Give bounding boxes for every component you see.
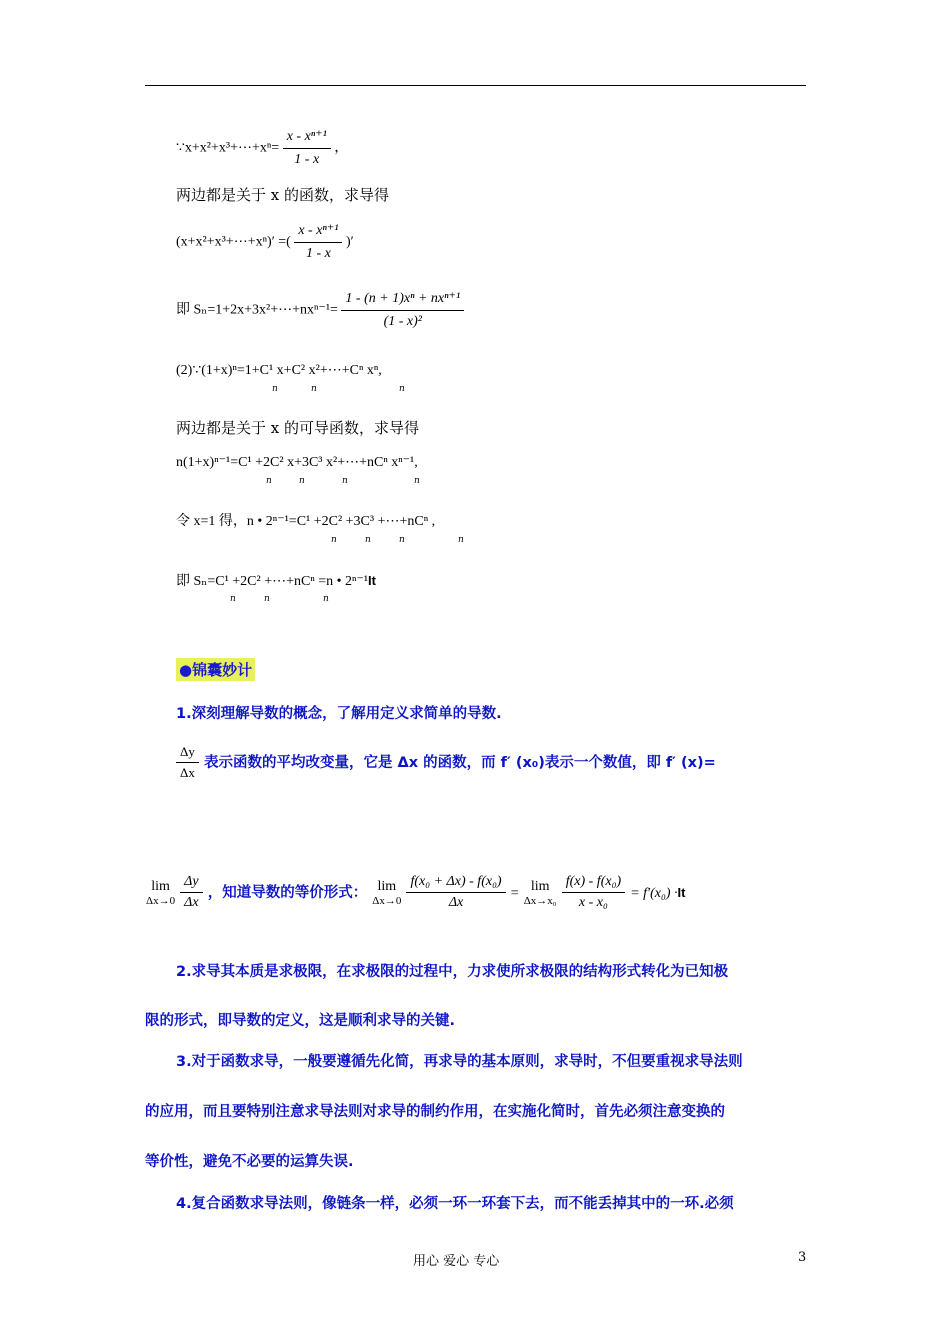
fraction xyxy=(562,874,625,911)
fraction xyxy=(176,744,199,781)
fraction-denominator: Δx xyxy=(448,895,464,910)
formula-line-7: n(1+x)ⁿ⁻¹=C¹ +2C² x+3C³ x²+⋯+nCⁿ xⁿ⁻¹, xyxy=(176,455,418,470)
page-number: 3 xyxy=(798,1250,807,1265)
subscript-n: n xyxy=(365,535,371,545)
fraction-denominator: 1 - x xyxy=(305,246,331,261)
formula-text: )′ xyxy=(345,234,354,250)
tip-paragraph-3-line-2: 的应用，而且要特别注意求导法则对求导的制约作用，在实施化简时，首先必须注意变换的 xyxy=(145,1104,725,1120)
limit-formula-row xyxy=(146,874,685,911)
fraction-numerator: f(x) - f(x₀) xyxy=(562,874,625,893)
subscript-n: n xyxy=(399,384,405,394)
derivative-result: = f′(x₀) · xyxy=(630,886,678,901)
fraction-denominator: Δx xyxy=(180,765,195,780)
subscript-n: n xyxy=(458,535,464,545)
header-rule xyxy=(145,85,806,86)
tip-paragraph-2-line-1: 2.求导其本质是求极限，在求极限的过程中，力求使所求极限的结构形式转化为已知极 xyxy=(176,964,729,980)
fraction-numerator: 1 - (n + 1)xⁿ + nxⁿ⁺¹ xyxy=(341,290,464,311)
subscript-n: n xyxy=(323,594,329,604)
formula-text: ， xyxy=(334,140,349,156)
fraction-denominator: x - x₀ xyxy=(578,895,608,910)
end-mark: It xyxy=(368,573,376,588)
section-heading: ●锦囊妙计 xyxy=(176,658,255,681)
tip-paragraph-3-line-1: 3.对于函数求导，一般要遵循先化简，再求导的基本原则，求导时，不但要重视求导法则 xyxy=(176,1054,743,1070)
subscript-n: n xyxy=(230,594,236,604)
formula-line-4 xyxy=(176,290,464,331)
formula-line-9 xyxy=(176,572,376,591)
tip-text: 表示函数的平均改变量，它是 Δx 的函数，而 f′ (x₀)表示一个数值，即 f′ (x)= xyxy=(203,755,716,771)
end-mark: It xyxy=(677,885,686,900)
tip-paragraph-4-line-1: 4.复合函数求导法则，像链条一样，必须一环一环套下去，而不能丢掉其中的一环.必须 xyxy=(176,1196,734,1212)
formula-line-8: 令 x=1 得，n • 2ⁿ⁻¹=C¹ +2C² +3C³ +⋯+nCⁿ , xyxy=(176,514,436,529)
formula-line-1 xyxy=(176,128,348,169)
text-line-2: 两边都是关于 x 的函数，求导得 xyxy=(176,186,389,204)
formula-text: ∵x+x²+x³+⋯+xⁿ= xyxy=(176,140,280,156)
formula-text: 即 Sₙ=C¹ +2C² +⋯+nCⁿ =n • 2ⁿ⁻¹ xyxy=(176,574,369,589)
subscript-n: n xyxy=(311,384,317,394)
subscript-n: n xyxy=(266,476,272,486)
fraction-numerator: Δy xyxy=(180,874,202,893)
subscript-n: n xyxy=(331,535,337,545)
tip-paragraph-3-line-3: 等价性，避免不必要的运算失误. xyxy=(145,1154,354,1170)
fraction xyxy=(294,222,342,263)
fraction xyxy=(180,874,202,911)
subscript-n: n xyxy=(342,476,348,486)
tip-text: ，知道导数的等价形式： xyxy=(207,885,368,901)
subscript-n: n xyxy=(264,594,270,604)
fraction-denominator: Δx xyxy=(184,895,199,910)
subscript-n: n xyxy=(272,384,278,394)
tip-paragraph-1: 1.深刻理解导数的概念，了解用定义求简单的导数. xyxy=(176,706,502,722)
equals-sign: = xyxy=(510,886,519,901)
tip-paragraph-1b xyxy=(176,744,716,781)
limit-operator: lim Δx→0 xyxy=(146,878,176,907)
formula-text: (x+x²+x³+⋯+xⁿ)′ =( xyxy=(176,234,291,250)
subscript-n: n xyxy=(414,476,420,486)
limit-operator: lim Δx→x₀ xyxy=(523,878,557,907)
fraction-denominator: 1 - x xyxy=(294,152,320,167)
tip-paragraph-2-line-2: 限的形式，即导数的定义，这是顺利求导的关键. xyxy=(145,1013,456,1029)
formula-text: 即 Sₙ=1+2x+3x²+⋯+nxⁿ⁻¹= xyxy=(176,302,338,318)
fraction-numerator: Δy xyxy=(176,744,199,763)
text-line-6: 两边都是关于 x 的可导函数，求导得 xyxy=(176,419,419,437)
fraction xyxy=(283,128,331,169)
fraction xyxy=(341,290,464,331)
fraction-denominator: (1 - x)² xyxy=(383,314,422,329)
formula-line-5: (2)∵(1+x)ⁿ=1+C¹ x+C² x²+⋯+Cⁿ xⁿ, xyxy=(176,363,382,378)
subscript-n: n xyxy=(399,535,405,545)
formula-line-3 xyxy=(176,222,354,263)
fraction-numerator: x - xⁿ⁺¹ xyxy=(283,128,331,149)
fraction xyxy=(406,874,505,911)
fraction-numerator: f(x₀ + Δx) - f(x₀) xyxy=(406,874,505,893)
fraction-numerator: x - xⁿ⁺¹ xyxy=(294,222,342,243)
subscript-n: n xyxy=(299,476,305,486)
limit-operator: lim Δx→0 xyxy=(372,878,402,907)
page-footer: 用心 爱心 专心 xyxy=(413,1254,500,1269)
